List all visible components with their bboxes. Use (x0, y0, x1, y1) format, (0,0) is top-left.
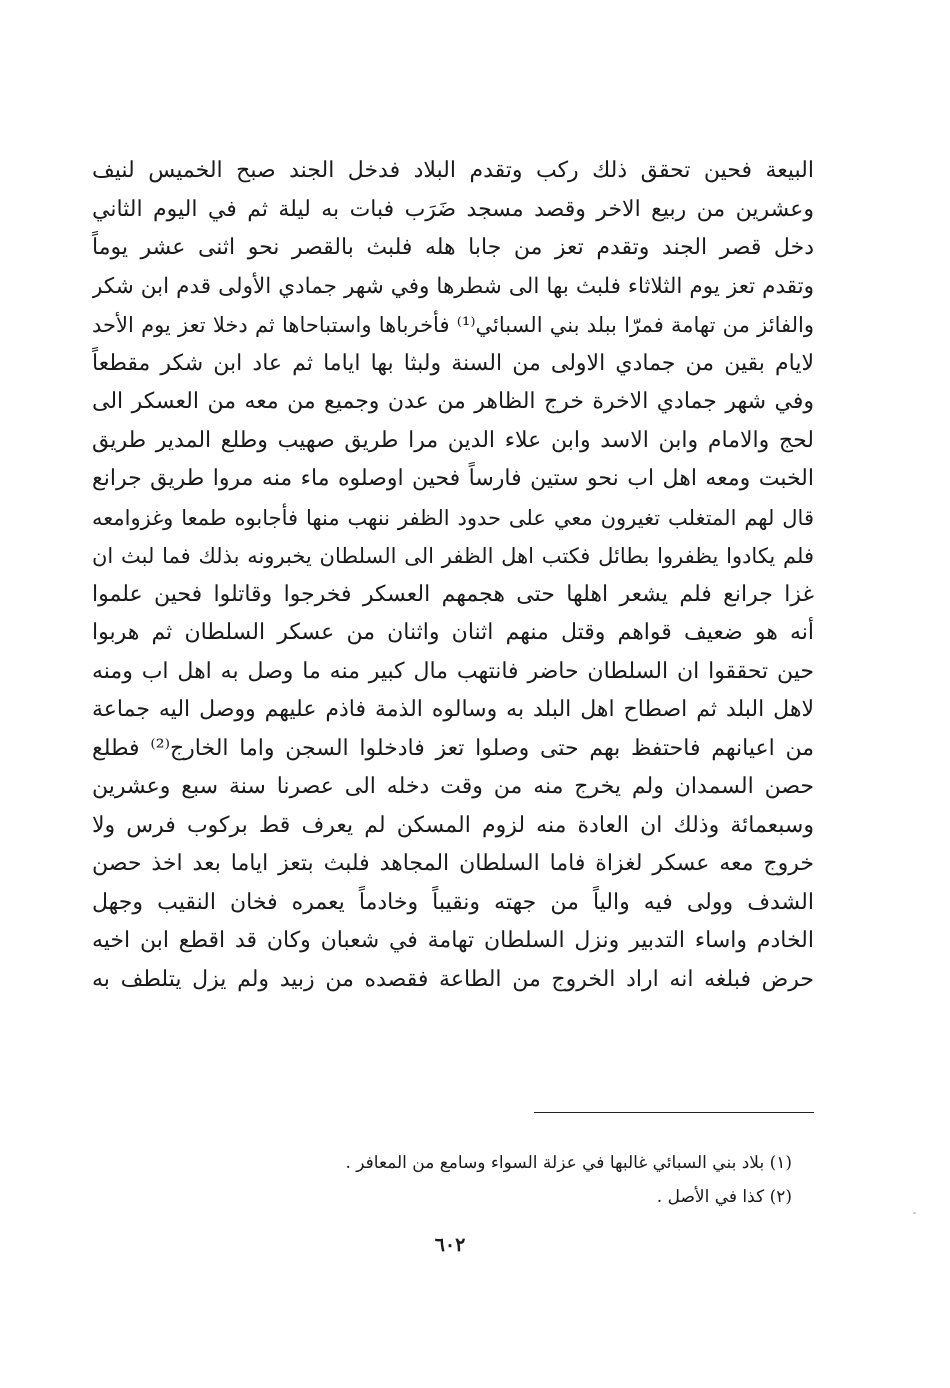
text-line: من اعيانهم فاحتفظ بهم حتى وصلوا تعز فادخلوا السجن واما الخارج⁽²⁾ فطلع (92, 735, 814, 761)
text-line: الشدف وولى فيه والياً من جهته ونقيباً وخادماً يعمره فخان النقيب وجهل (92, 889, 814, 915)
text-line: فلم يكادوا يظفروا بطائل فكتب اهل الظفر الى السلطان يخبرونه بذلك فما لبث ان (92, 544, 814, 568)
text-line: وفي شهر جمادي الاخرة خرج الظاهر من عدن وجميع من معه من العسكر الى (92, 389, 814, 414)
text-line: حرض فبلغه انه اراد الخروج من الطاعة فقصده من زبيد ولم يزل يتلطف به (92, 966, 814, 992)
text-line: الخبت ومعه اهل اب نحو ستين فارساً فحين اوصلوه ماء منه مروا طريق جرانع (92, 466, 814, 491)
text-line: حين تحققوا ان السلطان حاضر فانتهب مال كبير منه ما وصل به اهل اب ومنه (92, 658, 814, 684)
text-line: لحج والامام وابن الاسد وابن علاء الدين مرا طريق صهيب وطلع المدير طريق (92, 427, 814, 453)
text-line: أنه هو ضعيف قواهم وقتل منهم اثنان واثنان من عسكر السلطان ثم هربوا (92, 620, 814, 645)
text-line: دخل قصر الجند وتقدم تعز من جابا هله فلبث بالقصر نحو اثنى عشر يوماً (92, 235, 814, 260)
text-line: خروج معه عسكر لغزاة فاما السلطان المجاهد فلبث بتعز اياما بعد اخذ حصن (92, 851, 814, 876)
footnote-1: (١) بلاد بني السبائي غالبها في عزلة السواء وسامع من المعافر . (345, 1153, 792, 1173)
footnote-2: (٢) كذا في الأصل . (656, 1187, 792, 1207)
text-line: البيعة فحين تحقق ذلك ركب وتقدم البلاد فدخل الجند صبح الخميس لنيف (92, 158, 814, 183)
page-number: ٦٠٢ (434, 1234, 466, 1256)
footnote-separator (534, 1112, 814, 1113)
footnotes-block (300, 1146, 792, 1214)
text-line: وعشرين من ربيع الاخر وقصد مسجد ضَرَب فبات به ليلة ثم في اليوم الثاني (92, 196, 814, 222)
text-line: حصن السمدان ولم يخرج منه من وقت دخله الى عصرنا سنة سبع وعشرين (92, 774, 814, 799)
scan-speck (913, 1212, 916, 1214)
text-line: قال لهم المتغلب تغيرون معي على حدود الظفر ننهب منها فأجابوه طمعا وغزوامعه (92, 505, 814, 530)
text-line: غزا جرانع فلم يشعر اهلها حتى هجمهم العسكر فخرجوا وقاتلوا فحين علموا (92, 581, 814, 607)
text-line: لاهل البلد ثم اصطاح اهل البلد به وسالوه الذمة فاذم عليهم ووصل اليه جماعة (92, 697, 814, 722)
text-line: الخادم واساء التدبير ونزل السلطان تهامة في شعبان وكان قد اقطع ابن اخيه (92, 928, 814, 953)
text-line: والفائز من تهامة فمرّا ببلد بني السبائي⁽¹⁾ فأخرباها واستباحاها ثم دخلا تعز يوم الأحد (92, 313, 814, 337)
text-line: وسبعمائة وذلك ان العادة منه لزوم المسكن لم يعرف قط بركوب فرس ولا (92, 812, 814, 838)
text-line: وتقدم تعز يوم الثلاثاء فلبث بها الى شطرها وفي شهر جمادي الأولى قدم ابن شكر (92, 273, 814, 299)
text-line: لايام بقين من جمادي الاولى من السنة ولبثا بها اياما ثم عاد ابن شكر مقطعاً (92, 350, 814, 376)
main-text-block (92, 152, 814, 999)
